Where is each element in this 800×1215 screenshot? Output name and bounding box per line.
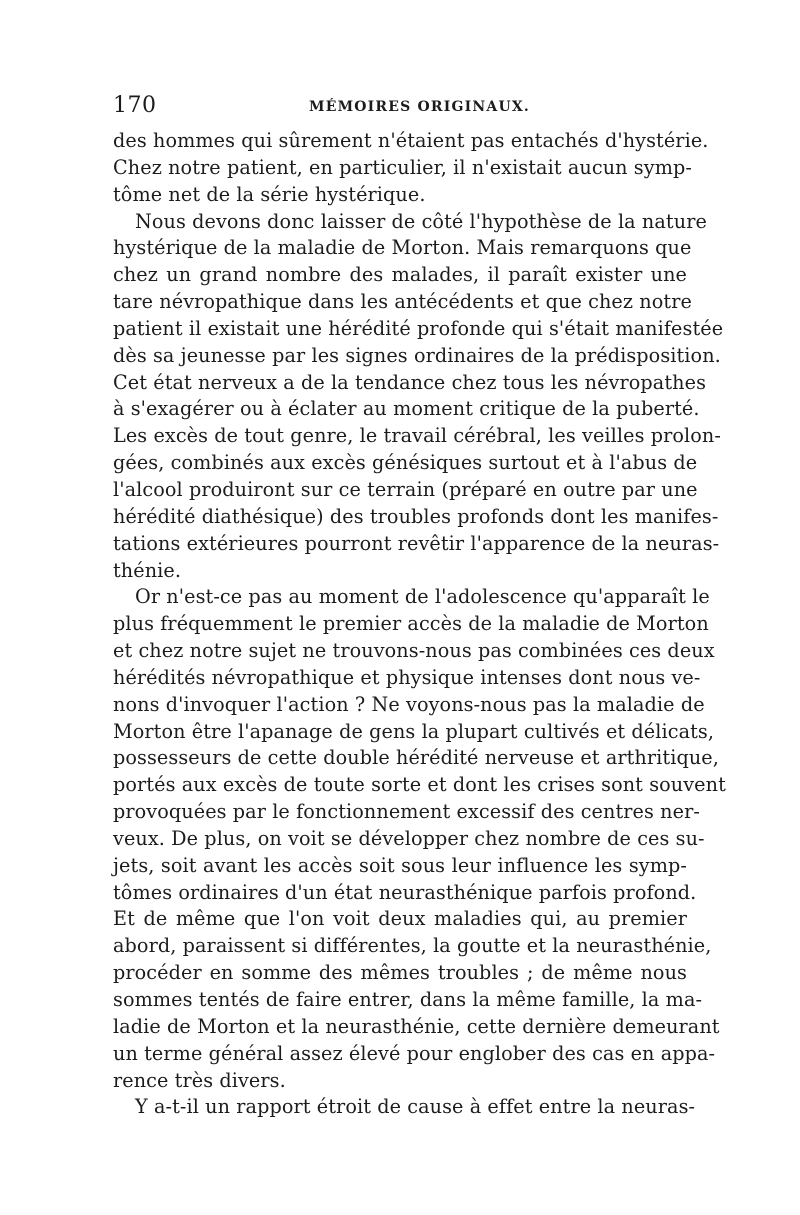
text-line: hérédité diathésique) des troubles profonds dont les manifes- [113,504,719,528]
text-line: l'alcool produiront sur ce terrain (préparé en outre par une [113,477,698,501]
text-line: un terme général assez élevé pour englober des cas en appa- [113,1041,716,1065]
text-line: hérédités névropathique et physique intenses dont nous ve- [113,665,701,689]
page-number: 170 [113,93,157,118]
text-line: des hommes qui sûrement n'étaient pas entachés d'hystérie. [113,129,709,152]
text-line: Et de même que l'on voit deux maladies qui, au premier [113,907,687,931]
text-line: Cet état nerveux a de la tendance chez tous les névropathes [113,370,707,394]
paragraph-start-line: Or n'est-ce pas au moment de l'adolescence qu'apparaît le [135,585,710,609]
text-line: portés aux excès de toute sorte et dont les crises sont souvent [113,773,726,797]
body-text [113,128,726,1121]
text-line: possesseurs de cette double hérédité nerveuse et arthritique, [113,746,719,770]
text-line: patient il existait une hérédité profonde qui s'était manifestée [113,316,724,340]
text-line: Morton être l'apanage de gens la plupart cultivés et délicats, [113,719,715,743]
text-line: tôme net de la série hystérique. [113,182,426,206]
text-line: procéder en somme des mêmes troubles ; de même nous [113,961,687,985]
text-line: Les excès de tout genre, le travail cérébral, les veilles prolon- [113,424,721,448]
text-line: thénie. [113,558,182,582]
text-line: rence très divers. [113,1068,286,1092]
text-line: provoquées par le fonctionnement excessif des centres ner- [113,800,700,824]
text-line: à s'exagérer ou à éclater au moment critique de la puberté. [113,397,700,421]
text-line: tare névropathique dans les antécédents et que chez notre [113,290,692,314]
page-header [113,93,685,123]
paragraph-start-line: Nous devons donc laisser de côté l'hypothèse de la nature [135,209,707,233]
text-line: dès sa jeunesse par les signes ordinaires de la prédisposition. [113,343,721,367]
text-line: chez un grand nombre des malades, il paraît exister une [113,263,687,287]
text-line: hystérique de la maladie de Morton. Mais remarquons que [113,236,692,260]
text-line: veux. De plus, on voit se développer chez nombre de ces su- [113,826,705,850]
text-line: plus fréquemment le premier accès de la maladie de Morton [113,612,709,636]
text-line: abord, paraissent si différentes, la goutte et la neurasthénie, [113,934,712,958]
text-line: sommes tentés de faire entrer, dans la même famille, la ma- [113,988,703,1011]
text-line: et chez notre sujet ne trouvons-nous pas combinées ces deux [113,639,715,663]
text-line: tômes ordinaires d'un état neurasthénique parfois profond. [113,880,697,904]
text-line: tations extérieures pourront revêtir l'apparence de la neuras- [113,531,720,555]
running-title: MÉMOIRES ORIGINAUX. [309,99,530,115]
paragraph-start-line: Y a-t-il un rapport étroit de cause à effet entre la neuras- [135,1095,696,1119]
text-line: Chez notre patient, en particulier, il n'existait aucun symp- [113,155,692,179]
text-line: jets, soit avant les accès soit sous leur influence les symp- [113,853,687,877]
text-line: nons d'invoquer l'action ? Ne voyons-nous pas la maladie de [113,692,705,716]
text-line: ladie de Morton et la neurasthénie, cette dernière demeurant [113,1014,720,1038]
text-line: gées, combinés aux excès génésiques surtout et à l'abus de [113,451,698,475]
